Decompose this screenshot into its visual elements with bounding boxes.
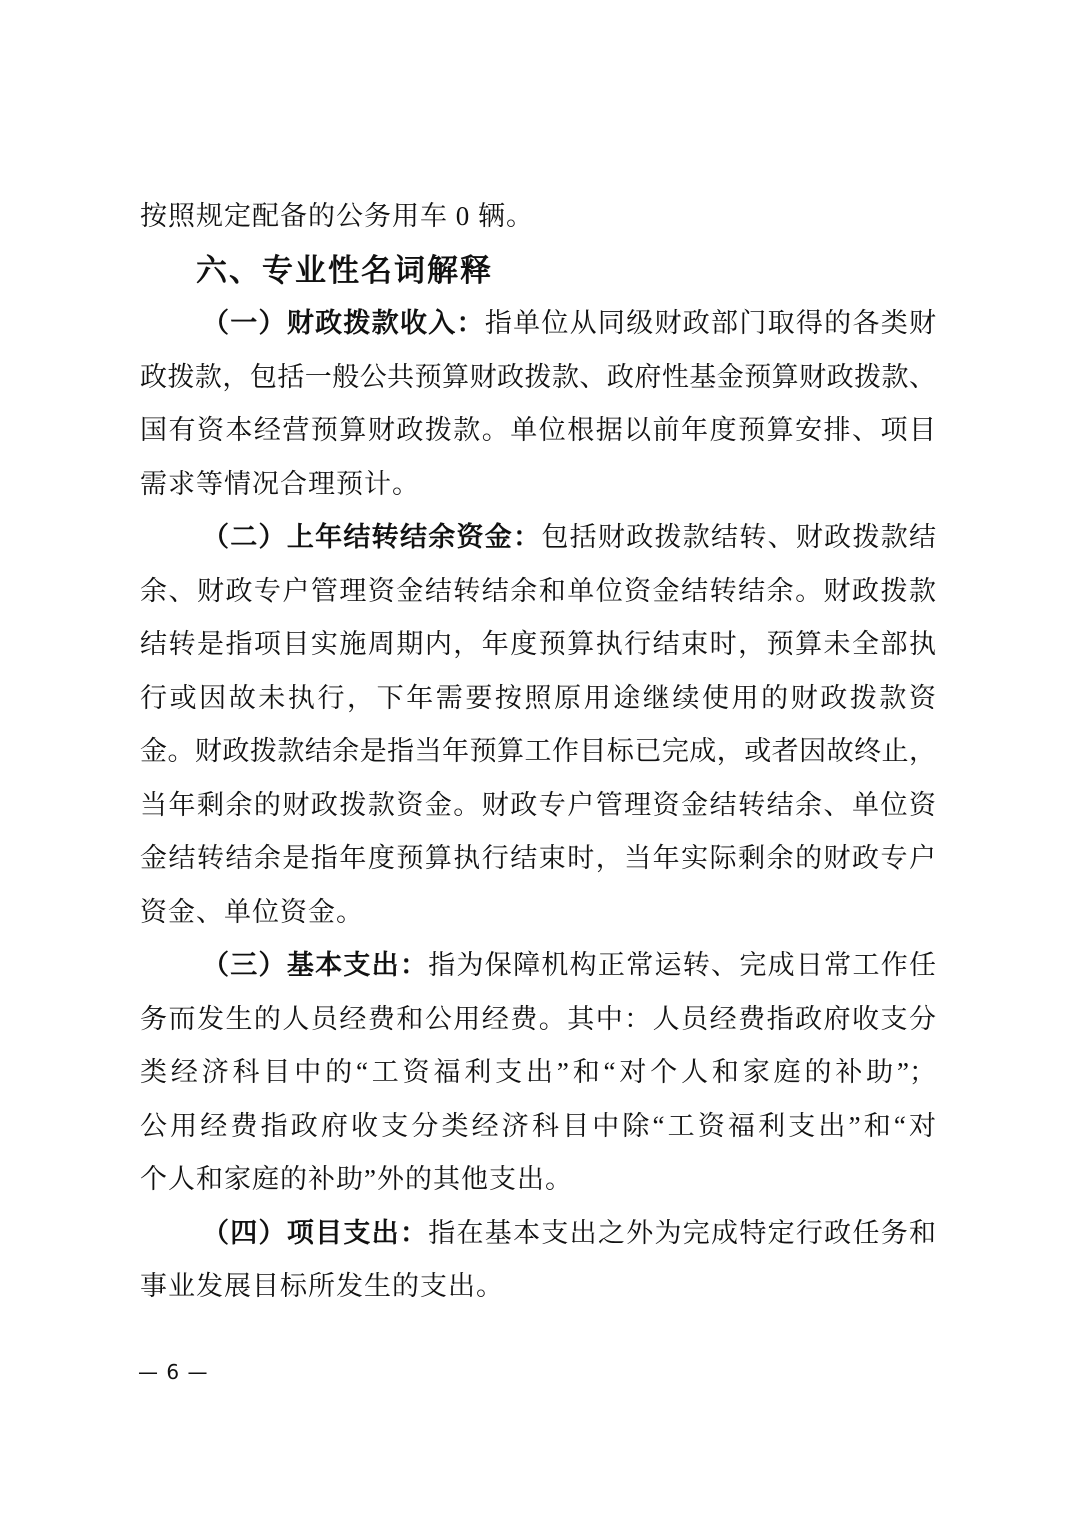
page-number: — 6 — [138,1360,209,1384]
term-2-line-4: 行或因故未执行，下年需要按照原用途继续使用的财政拨款资 [140,682,936,713]
term-3-line-2: 务而发生的人员经费和公用经费。其中：人员经费指政府收支分 [140,1003,936,1034]
paragraph-continuation-line: 按照规定配备的公务用车 0 辆。 [140,201,534,231]
term-1-line-3: 国有资本经营预算财政拨款。单位根据以前年度预算安排、项目 [140,415,936,445]
term-1-text: 指单位从同级财政部门取得的各类财 [484,308,937,338]
term-2-line-1 [140,511,936,565]
term-2-line-2: 余、财政专户管理资金结转结余和单位资金结转结余。财政拨款 [140,575,936,606]
term-3-line-1 [140,939,936,993]
term-2-lead: （二）上年结转结余资金： [202,522,542,552]
term-1-line-4: 需求等情况合理预计。 [140,468,420,499]
term-4-line-2: 事业发展目标所发生的支出。 [140,1271,504,1301]
term-4-line-1 [140,1207,936,1261]
term-2-line-8: 资金、单位资金。 [140,896,364,927]
section-heading: 六、专业性名词解释 [196,252,493,288]
term-2-line-7: 金结转结余是指年度预算执行结束时，当年实际剩余的财政专户 [140,843,936,873]
term-1-line-1 [140,297,936,351]
term-2-text: 包括财政拨款结转、财政拨款结 [541,522,937,552]
document-body [140,190,936,1314]
term-3-text: 指为保障机构正常运转、完成日常工作任 [428,950,937,980]
term-4-lead: （四）项目支出： [202,1217,429,1248]
term-1-line-2: 政拨款，包括一般公共预算财政拨款、政府性基金预算财政拨款、 [140,361,936,392]
term-3-lead: （三）基本支出： [202,950,429,980]
term-2-line-6: 当年剩余的财政拨款资金。财政专户管理资金结转结余、单位资 [140,789,936,820]
term-1-lead: （一）财政拨款收入： [202,308,485,338]
term-2-line-5: 金。财政拨款结余是指当年预算工作目标已完成，或者因故终止， [140,736,936,766]
term-3-line-3: 类经济科目中的“工资福利支出”和“对个人和家庭的补助”； [140,1057,936,1087]
term-2-line-3: 结转是指项目实施周期内，年度预算执行结束时，预算未全部执 [140,629,936,659]
term-3-line-4: 公用经费指政府收支分类经济科目中除“工资福利支出”和“对 [140,1110,936,1141]
term-4-text: 指在基本支出之外为完成特定行政任务和 [428,1217,937,1248]
term-3-line-5: 个人和家庭的补助”外的其他支出。 [140,1164,573,1194]
